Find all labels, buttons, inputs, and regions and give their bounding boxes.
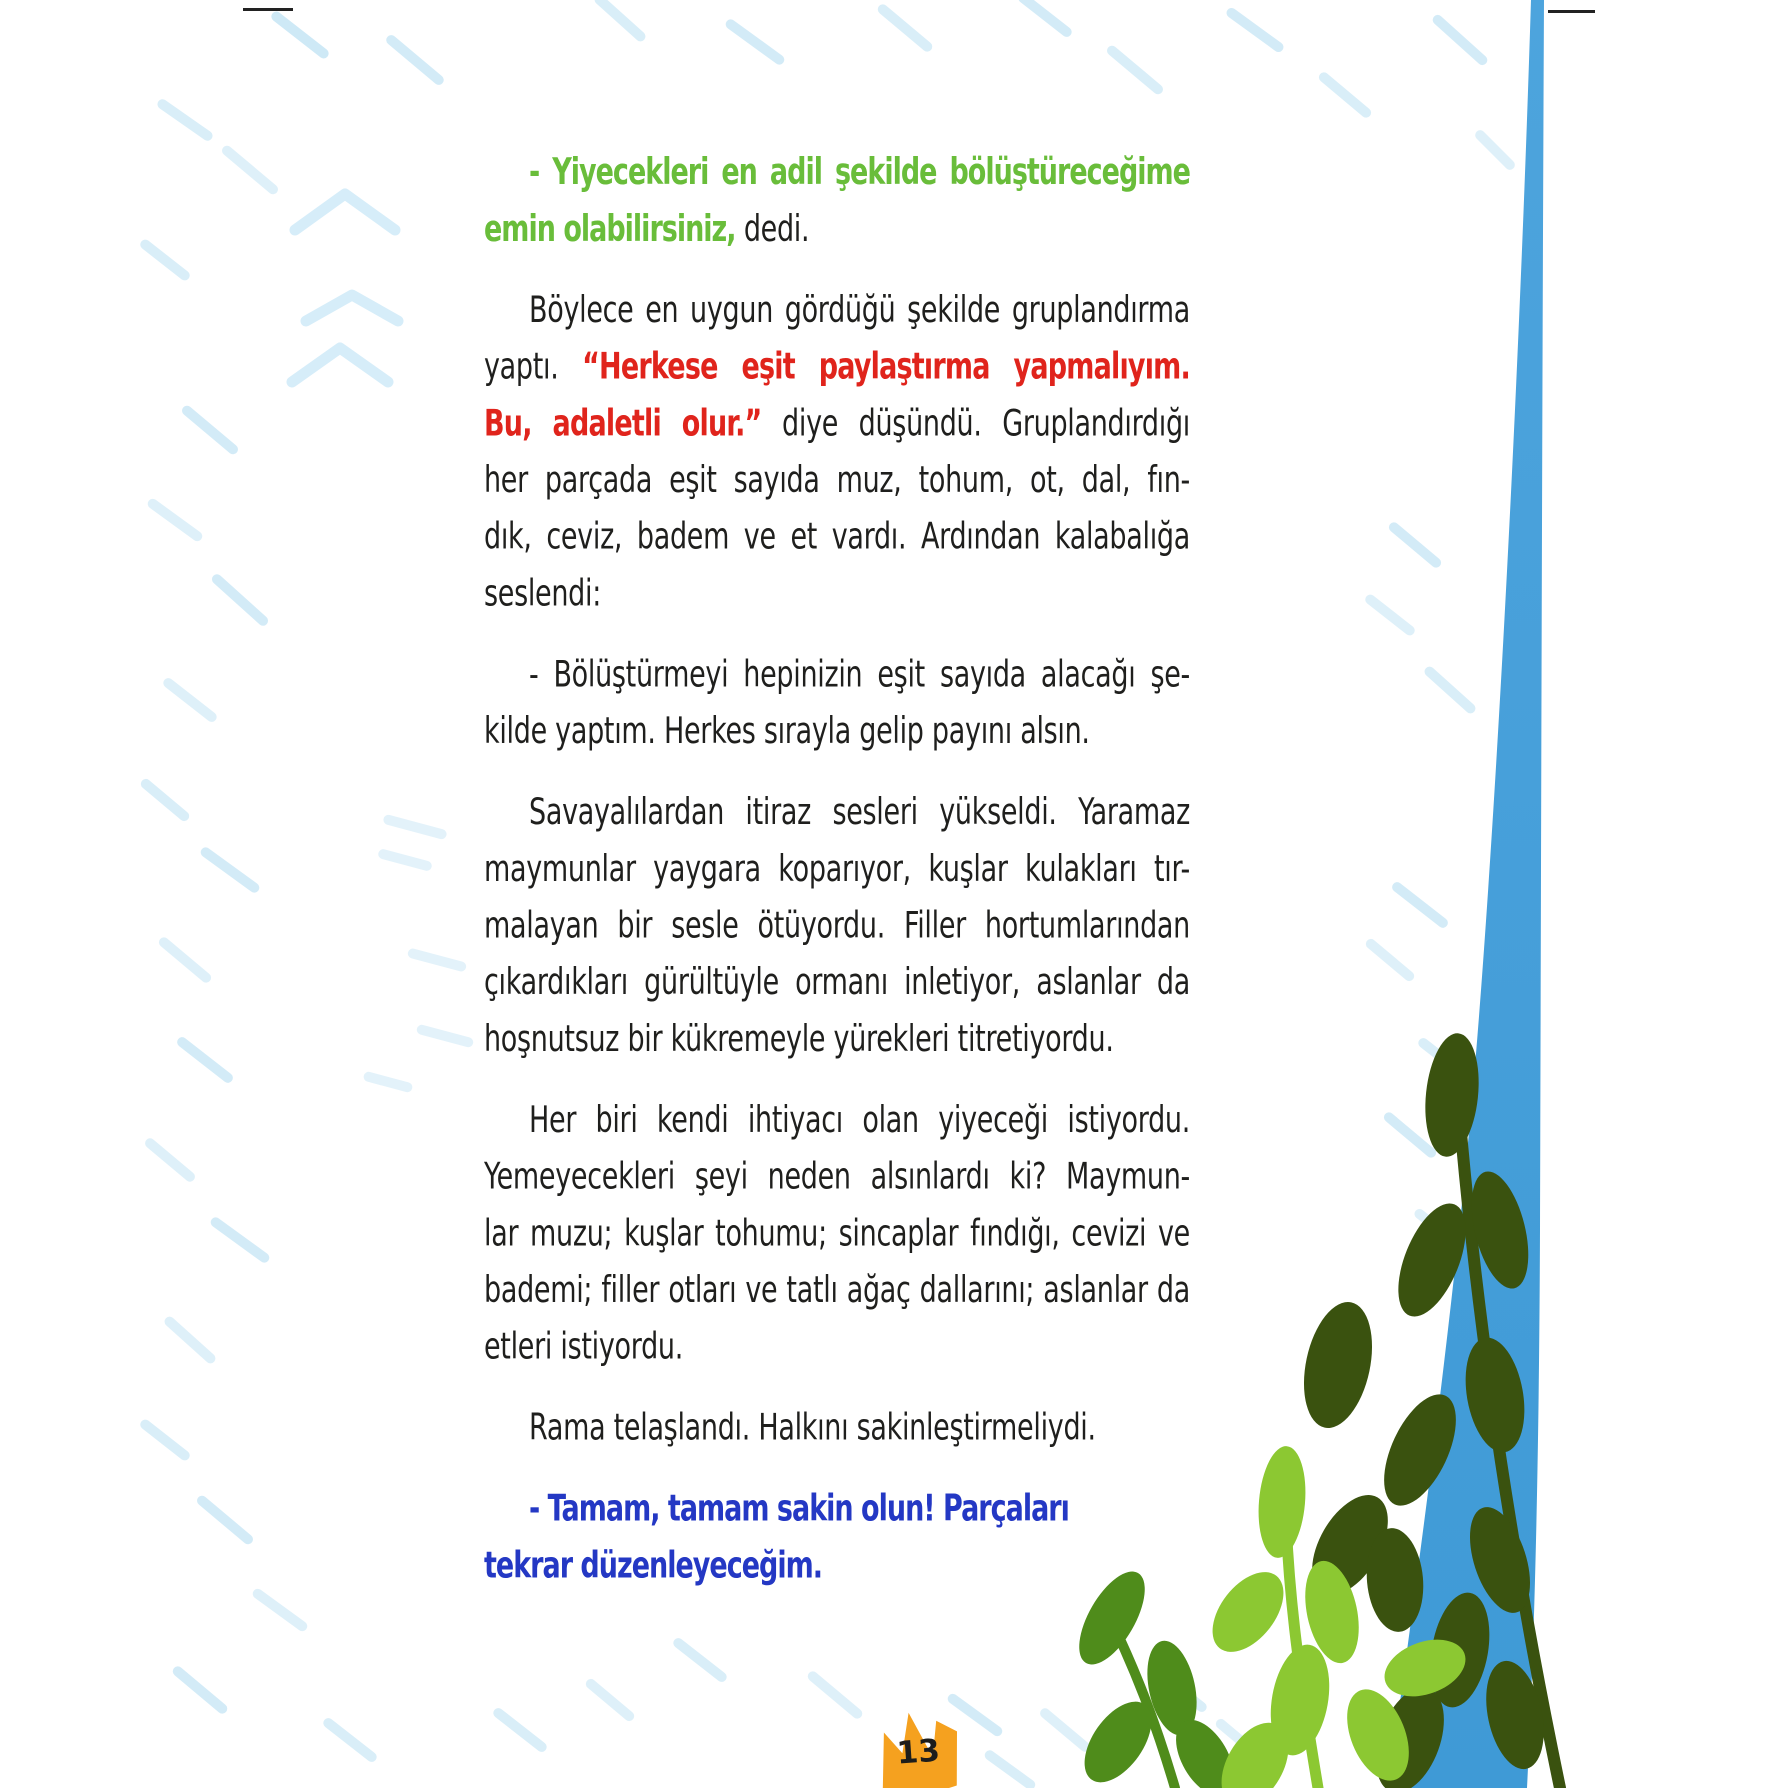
text-segment-plain: diye düşündü. Gruplandırdığı xyxy=(761,402,1190,445)
plant-leaf xyxy=(1457,1333,1532,1457)
text-segment-plain: Rama telaşlandı. Halkını sakinleştirmeliydi. xyxy=(529,1407,1096,1450)
text-segment-plain: her parçada eşit sayıda muz, tohum, ot, dal, fın- xyxy=(484,459,1190,502)
text-segment-plain: Her biri kendi ihtiyacı olan yiyeceği istiyordu. xyxy=(529,1099,1190,1142)
text-segment-plain: seslendi: xyxy=(484,572,602,615)
text-segment-red: “Herkese eşit paylaştırma yapmalıyım. xyxy=(582,346,1190,388)
text-segment-blue: tekrar düzenleyeceğim. xyxy=(484,1544,822,1587)
plant-leaf xyxy=(1369,1384,1470,1516)
text-segment-plain: çıkardıkları gürültüyle ormanı inletiyor, aslanlar da xyxy=(484,961,1190,1004)
text-segment-plain: dedi. xyxy=(735,208,810,251)
page-number-crown xyxy=(875,1699,965,1788)
plant-leaf xyxy=(1066,1561,1158,1674)
text-segment-plain: etleri istiyordu. xyxy=(484,1326,684,1369)
text-segment-plain: malayan bir sesle ötüyordu. Filler hortumlarından xyxy=(484,905,1190,947)
text-segment-plain: maymunlar yaygara koparıyor, kuşlar kulakları tır- xyxy=(484,848,1190,891)
text-segment-plain: hoşnutsuz bir kükremeyle yürekleri titretiyordu. xyxy=(484,1018,1114,1061)
text-segment-plain: Savayalılardan itiraz sesleri yükseldi. Yaramaz xyxy=(529,791,1190,834)
page-number: 13 xyxy=(895,1732,942,1772)
text-segment-blue: - Tamam, tamam sakin olun! Parçaları xyxy=(529,1488,1069,1531)
plant-leaf xyxy=(1420,1031,1485,1160)
plant-leaf xyxy=(1198,1559,1297,1665)
text-segment-plain: kilde yaptım. Herkes sırayla gelip payını alsın. xyxy=(484,710,1090,753)
text-segment-green: - Yiyecekleri en adil şekilde bölüştüreceğime xyxy=(529,151,1190,194)
text-segment-green: emin olabilirsiniz, xyxy=(484,208,736,251)
text-segment-plain: Yemeyecekleri şeyi neden alsınlardı ki? Maymun- xyxy=(484,1156,1190,1198)
text-segment-plain: yaptı. xyxy=(484,346,583,388)
text-segment-plain: lar muzu; kuşlar tohumu; sincaplar fındığı, cevizi ve xyxy=(484,1212,1190,1255)
plant-leaf xyxy=(1254,1444,1310,1560)
text-segment-plain: Böylece en uygun gördüğü şekilde gruplandırma xyxy=(529,289,1190,332)
text-segment-red: Bu, adaletli olur.” xyxy=(484,402,762,445)
text-segment-plain: bademi; filler otları ve tatlı ağaç dallarını; aslanlar da xyxy=(484,1269,1190,1312)
text-segment-plain: - Bölüştürmeyi hepinizin eşit sayıda alacağı şe- xyxy=(529,653,1190,696)
plant-leaf xyxy=(1293,1296,1382,1435)
text-segment-plain: dık, ceviz, badem ve et vardı. Ardından kalabalığa xyxy=(484,516,1190,559)
